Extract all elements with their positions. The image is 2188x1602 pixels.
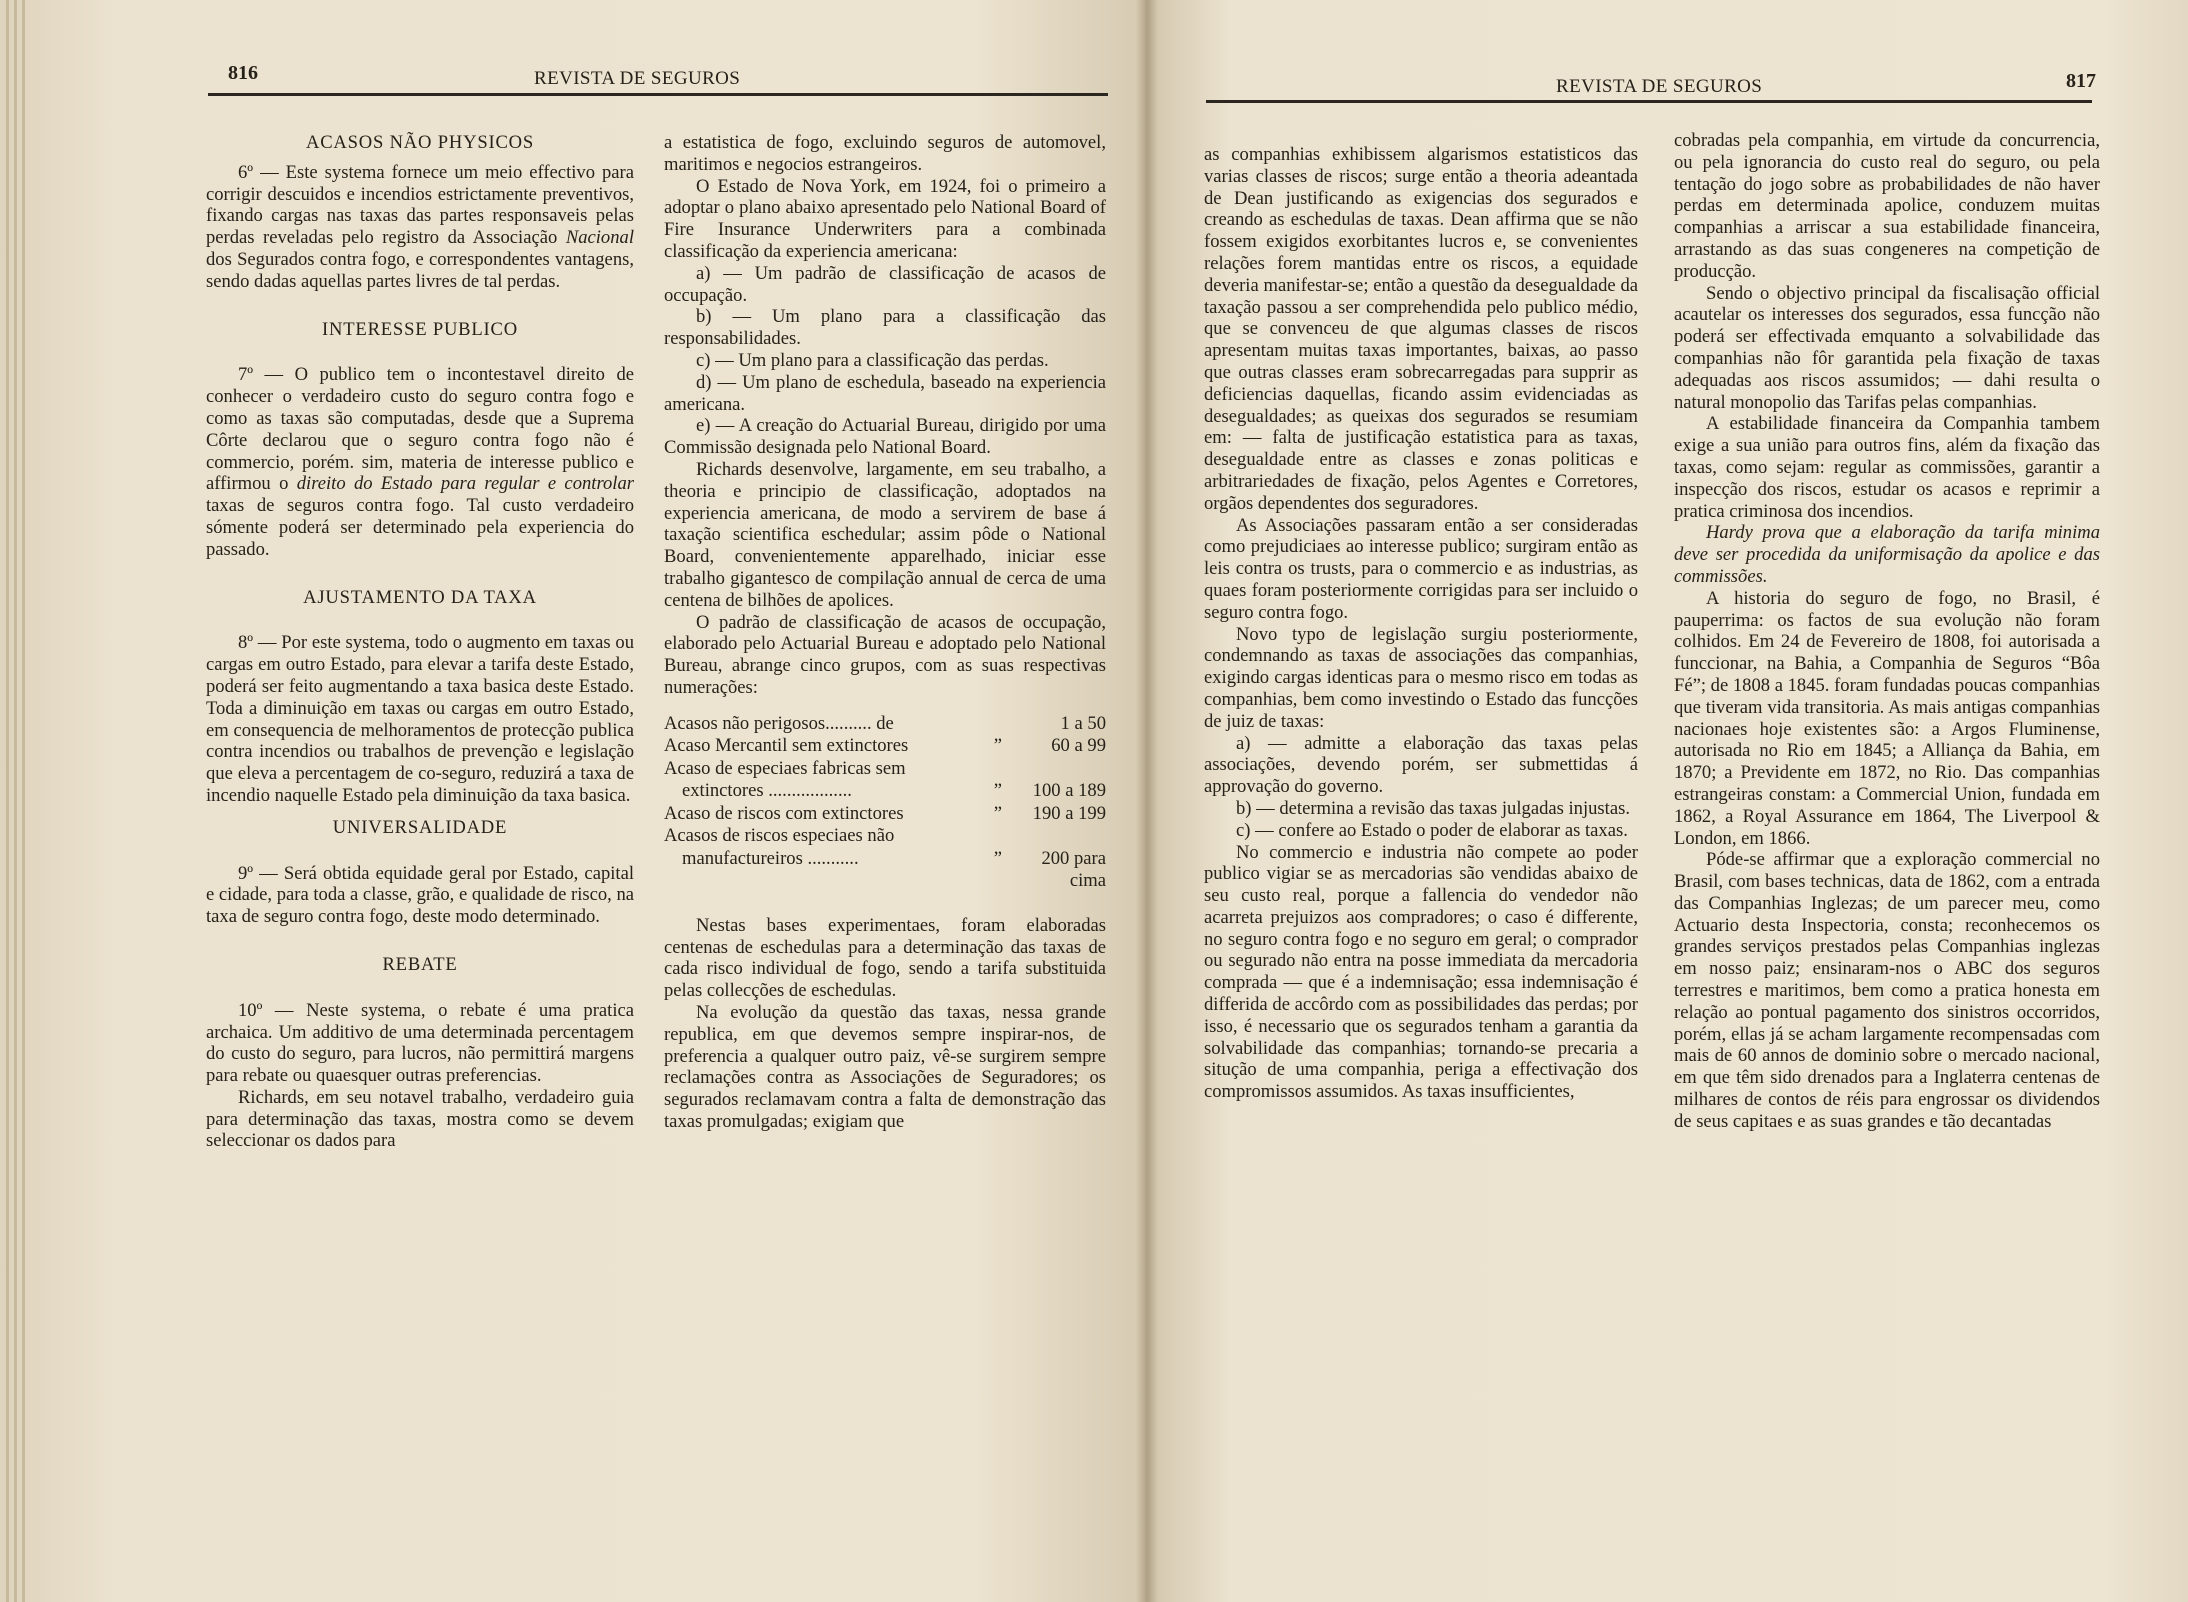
table-cell: ” bbox=[993, 847, 1002, 869]
paragraph: as companhias exhibissem algarismos estatisticos das varias classes de riscos; surge então a theoria adeantada de Dean justificando as exigencias dos segurados e creando as eschedulas de taxas. Dean affirma que se não fossem exigidos exorbitantes lucros e, se convenientes relações forem mantidas entre os riscos, a equidade deveria manifestar-se; então a questão da desegualdade da taxação passou a ser comprehendida pelo publico médio, que se convenceu de que algumas classes de riscos apresentam muitas taxas importantes, baixas, ao passo que outras classes eram sobrecarregadas para supprir as deficiencias daquellas, ficando assim evidenciadas as desegualdades; as queixas dos segurados se resumiam em: — falta de justificação estatistica para as taxas, desegualdade entre as classes e zonas politicas e arbitrariedades de fixação, pelos Agentes e Corretores, orgãos dependentes dos seguradores. bbox=[1204, 144, 1638, 514]
table-cell: Acasos de riscos especiaes não bbox=[664, 825, 895, 847]
page-edge bbox=[22, 0, 25, 1602]
right-column-2 bbox=[1674, 130, 2100, 1133]
table-cell bbox=[664, 870, 930, 893]
table-cell: Acasos não perigosos.......... de bbox=[664, 712, 894, 734]
table-cell bbox=[1010, 825, 1106, 848]
paragraph: As Associações passaram então a ser consideradas como prejudiciaes ao interesse publico; surgiram então as leis contra os trusts, para o commercio e as industrias, as quaes foram posteriormente corrigidas para ser incluido o seguro contra fogo. bbox=[1204, 514, 1638, 623]
paragraph: Sendo o objectivo principal da fiscalisação official acautelar os interesses dos segurados, essa funcção não poderá ser effectivada emquanto a solvabilidade das companhias não fôr garantida pela fixação de taxas adequadas aos riscos assumidos; — dahi resulta o natural monopolio das Tarifas pelas companhias. bbox=[1674, 282, 2100, 413]
paragraph: Nestas bases experimentaes, foram elaboradas centenas de eschedulas para a determinação das taxas de cada risco individual de fogo, sendo a tarifa substituida pelas collecções de eschedulas. bbox=[664, 914, 1106, 1002]
paragraph: b) — determina a revisão das taxas julgadas injustas. bbox=[1236, 797, 1630, 819]
section-heading: UNIVERSALIDADE bbox=[332, 816, 508, 838]
table-cell bbox=[930, 713, 1010, 736]
paragraph: c) — Um plano para a classificação das perdas. bbox=[696, 349, 1049, 371]
paragraph: 7º — O publico tem o incontestavel direito de conhecer o verdadeiro custo do seguro contra fogo e como as taxas são computadas, desde que a Suprema Côrte declarou que o seguro contra fogo não é commercio, porém. sim, materia de interesse publico e affirmou o direito do Estado para regular e controlar taxas de seguros contra fogo. Tal custo verdadeiro sómente poderá ser determinado pela experiencia do passado. bbox=[206, 364, 634, 560]
left-column-1 bbox=[206, 122, 634, 1152]
paragraph: Richards desenvolve, largamente, em seu trabalho, a theoria e principio de classificação, adoptados na experiencia americana, de modo a servirem de base á taxação scientifica eschedular; assim pôde o National Board, convenientemente apparelhado, iniciar esse trabalho gigantesco de compilação annual de cerca de uma centena de bilhões de apolices. bbox=[664, 458, 1106, 611]
table-cell: manufactureiros ........... bbox=[682, 847, 859, 869]
paragraph: a) — admitte a elaboração das taxas pelas associações, devendo porém, ser submettidas á approvação do governo. bbox=[1204, 732, 1638, 798]
paragraph: a estatistica de fogo, excluindo seguros de automovel, maritimos e negocios estrangeiros. bbox=[664, 132, 1106, 175]
classification-table bbox=[664, 713, 1106, 893]
paragraph: Hardy prova que a elaboração da tarifa minima deve ser procedida da uniformisação da apolice e das commissões. bbox=[1674, 522, 2100, 587]
page-edge bbox=[6, 0, 9, 1602]
running-header: REVISTA DE SEGUROS bbox=[1556, 76, 1763, 97]
section-heading: ACASOS NÃO PHYSICOS bbox=[305, 132, 535, 153]
header-rule bbox=[1206, 100, 2092, 103]
table-cell: extinctores .................. bbox=[682, 780, 852, 802]
paragraph: 6º — Este systema fornece um meio effectivo para corrigir descuidos e incendios estrictamente preventivos, fixando cargas nas taxas das partes responsaveis pelas perdas reveladas pelo registro da Associação Nacional dos Segurados contra fogo, e correspondentes vantagens, sendo dadas aquellas partes livres de tal perdas. bbox=[206, 161, 634, 292]
paragraph: e) — A creação do Actuarial Bureau, dirigido por uma Commissão designada pelo National Board. bbox=[664, 415, 1106, 459]
paragraph: c) — confere ao Estado o poder de elaborar as taxas. bbox=[1236, 819, 1628, 841]
table-cell: 190 a 199 bbox=[1032, 802, 1106, 824]
paragraph: A historia do seguro de fogo, no Brasil, é pauperrima: os factos de sua evolução não foram colhidos. Em 24 de Fevereiro de 1808, foi autorisada a funccionar, na Bahia, a Companhia de Seguros “Bôa Fé”; de 1808 a 1845. foram fundadas poucas companhias que tiveram vida transitoria. As mais antigas companhias nacionaes hoje existentes são: a Argos Fluminense, autorisada no Rio em 1845; a Alliança da Bahia, em 1870; a Previdente em 1872, no Rio. Das companhias estrangeiras constam: a Commercial Union, fundada em 1862, a Royal Assurance em 1864, The Liverpool & London, em 1866. bbox=[1674, 587, 2100, 849]
table-cell: Acaso de riscos com extinctores bbox=[664, 802, 904, 824]
table-cell: ” bbox=[993, 802, 1002, 824]
page-number: 817 bbox=[2066, 70, 2096, 92]
paragraph: Póde-se affirmar que a exploração commercial no Brasil, com bases technicas, data de 1862, com a entrada das Companhias Inglezas; de um parecer meu, como Actuario desta Inspectoria, consta; reconhecemos os grandes serviços prestados pelas Companhias inglezas em nosso paiz; ensinaram-nos o ABC dos seguros terrestres e maritimos, bem como a pratica honesta em relação ao pontual pagamento dos sinistros occorridos, porém, ellas já se acham largamente recompensadas com mais de 60 annos de dominio sobre o mercado nacional, em que têm sido drenados para a Inglaterra centenas de milhares de contos de réis para engrossar os dividendos de seus capitaes e as suas grandes e tão decantadas bbox=[1674, 849, 2100, 1132]
paragraph: Richards, em seu notavel trabalho, verdadeiro guia para determinação das taxas, mostra como se devem seleccionar os dados para bbox=[206, 1086, 634, 1152]
paragraph: cobradas pela companhia, em virtude da concurrencia, ou pela ignorancia do custo real do seguro, ou pela tentação do jogo sobre as probabilidades de não haver perdas em determinada apolice, conduzem muitas companhias a arriscar a sua estabilidade financeira, arrastando as das suas congeneres na competição de producção. bbox=[1674, 130, 2100, 282]
paragraph: 8º — Por este systema, todo o augmento em taxas ou cargas em outro Estado, para elevar a tarifa deste Estado, poderá ser feito augmentando a taxa basica deste Estado. Toda a diminuição em taxas ou cargas em outro Estado, em consequencia de melhoramentos de protecção publica contra incendios ou trabalhos de prevenção e legislação que eleva a percentagem de co-seguro, reduzirá a taxa de incendio naquelle Estado pela diminuição da taxa basica. bbox=[206, 632, 634, 806]
paragraph: A estabilidade financeira da Companhia tambem exige a sua união para outros fins, além da fixação das taxas, como sejam: regular as commissões, garantir a inspecção dos riscos, estudar os acasos e reprimir a pratica criminosa dos incendios. bbox=[1674, 413, 2100, 522]
page-number: 816 bbox=[228, 62, 258, 84]
book-gutter bbox=[1136, 0, 1158, 1602]
paragraph: 9º — Será obtida equidade geral por Estado, capital e cidade, para toda a classe, grão, e qualidade de risco, na taxa de seguro contra fogo, deste modo determinado. bbox=[206, 862, 634, 928]
header-rule bbox=[208, 93, 1108, 96]
page-edge bbox=[14, 0, 17, 1602]
table-cell: ” bbox=[993, 735, 1002, 757]
right-column-1 bbox=[1204, 144, 1638, 1103]
paragraph: Na evolução da questão das taxas, nessa grande republica, em que devemos sempre inspirar-nos, de preferencia a qualquer outro paiz, vê-se surgirem sempre reclamações contra as Associações de Seguradores; os segurados reclamavam contra a falta de demonstração das taxas promulgadas; exigiam que bbox=[664, 1001, 1106, 1132]
section-heading: INTERESSE PUBLICO bbox=[322, 318, 518, 340]
table-cell: 100 a 189 bbox=[1032, 780, 1106, 802]
section-heading: REBATE bbox=[382, 953, 458, 975]
paragraph: b) — Um plano para a classificação das responsabilidades. bbox=[664, 306, 1106, 350]
table-cell bbox=[930, 758, 1010, 781]
table-cell: cima bbox=[1069, 870, 1106, 892]
table-cell: Acaso Mercantil sem extinctores bbox=[664, 735, 909, 757]
running-header: REVISTA DE SEGUROS bbox=[534, 68, 741, 89]
paragraph: O Estado de Nova York, em 1924, foi o primeiro a adoptar o plano abaixo apresentado pelo National Board of Fire Insurance Underwriters para a combinada classificação da experiencia americana: bbox=[664, 175, 1106, 262]
table-cell: Acaso de especiaes fabricas sem bbox=[664, 757, 906, 779]
left-column-2 bbox=[664, 132, 1106, 1133]
paragraph: No commercio e industria não compete ao poder publico vigiar se as mercadorias são vendidas abaixo de seu custo real, porque a fallencia do vendedor não acarreta prejuizos aos compradores; o caso é differente, no seguro contra fogo e no seguro em geral; o comprador ou segurado não entra na posse immediata da mercadoria comprada — que é a indemnisação; essa indemnisação é differida de accôrdo com as possibilidades das perdas; por isso, é necessario que os segurados tenham a garantia da solvabilidade das companhias; tornando-se precaria a situção de uma companhia, periga a effectivação dos compromissos assumidos. As taxas insufficientes, bbox=[1204, 841, 1638, 1103]
paragraph: d) — Um plano de eschedula, baseado na experiencia americana. bbox=[664, 371, 1106, 415]
table-cell bbox=[930, 825, 1010, 848]
right-page bbox=[1146, 0, 2188, 1602]
table-cell: 200 para bbox=[1041, 847, 1106, 869]
table-cell: 1 a 50 bbox=[1060, 712, 1106, 734]
paragraph: Novo typo de legislação surgiu posteriormente, condemnando as taxas de associações das companhias, exigindo cargas identicas para o mesmo risco em todas as companhias, bem como investindo o Estado das funcções de juiz de taxas: bbox=[1204, 623, 1638, 732]
table-cell: ” bbox=[993, 780, 1002, 802]
table-cell: 60 a 99 bbox=[1051, 735, 1106, 757]
paragraph: a) — Um padrão de classificação de acasos de occupação. bbox=[664, 262, 1106, 306]
paragraph: 10º — Neste systema, o rebate é uma pratica archaica. Um additivo de uma determinada percentagem do custo do seguro, para lucros, não permittirá margens para rebate ou quaesquer outras preferencias. bbox=[206, 999, 634, 1087]
section-heading: AJUSTAMENTO DA TAXA bbox=[303, 586, 537, 608]
table-cell bbox=[930, 870, 1010, 893]
table-cell bbox=[1010, 758, 1106, 781]
paragraph: O padrão de classificação de acasos de occupação, elaborado pelo Actuarial Bureau e adoptado pelo National Bureau, abrange cinco grupos, com as suas respectivas numerações: bbox=[664, 611, 1106, 698]
